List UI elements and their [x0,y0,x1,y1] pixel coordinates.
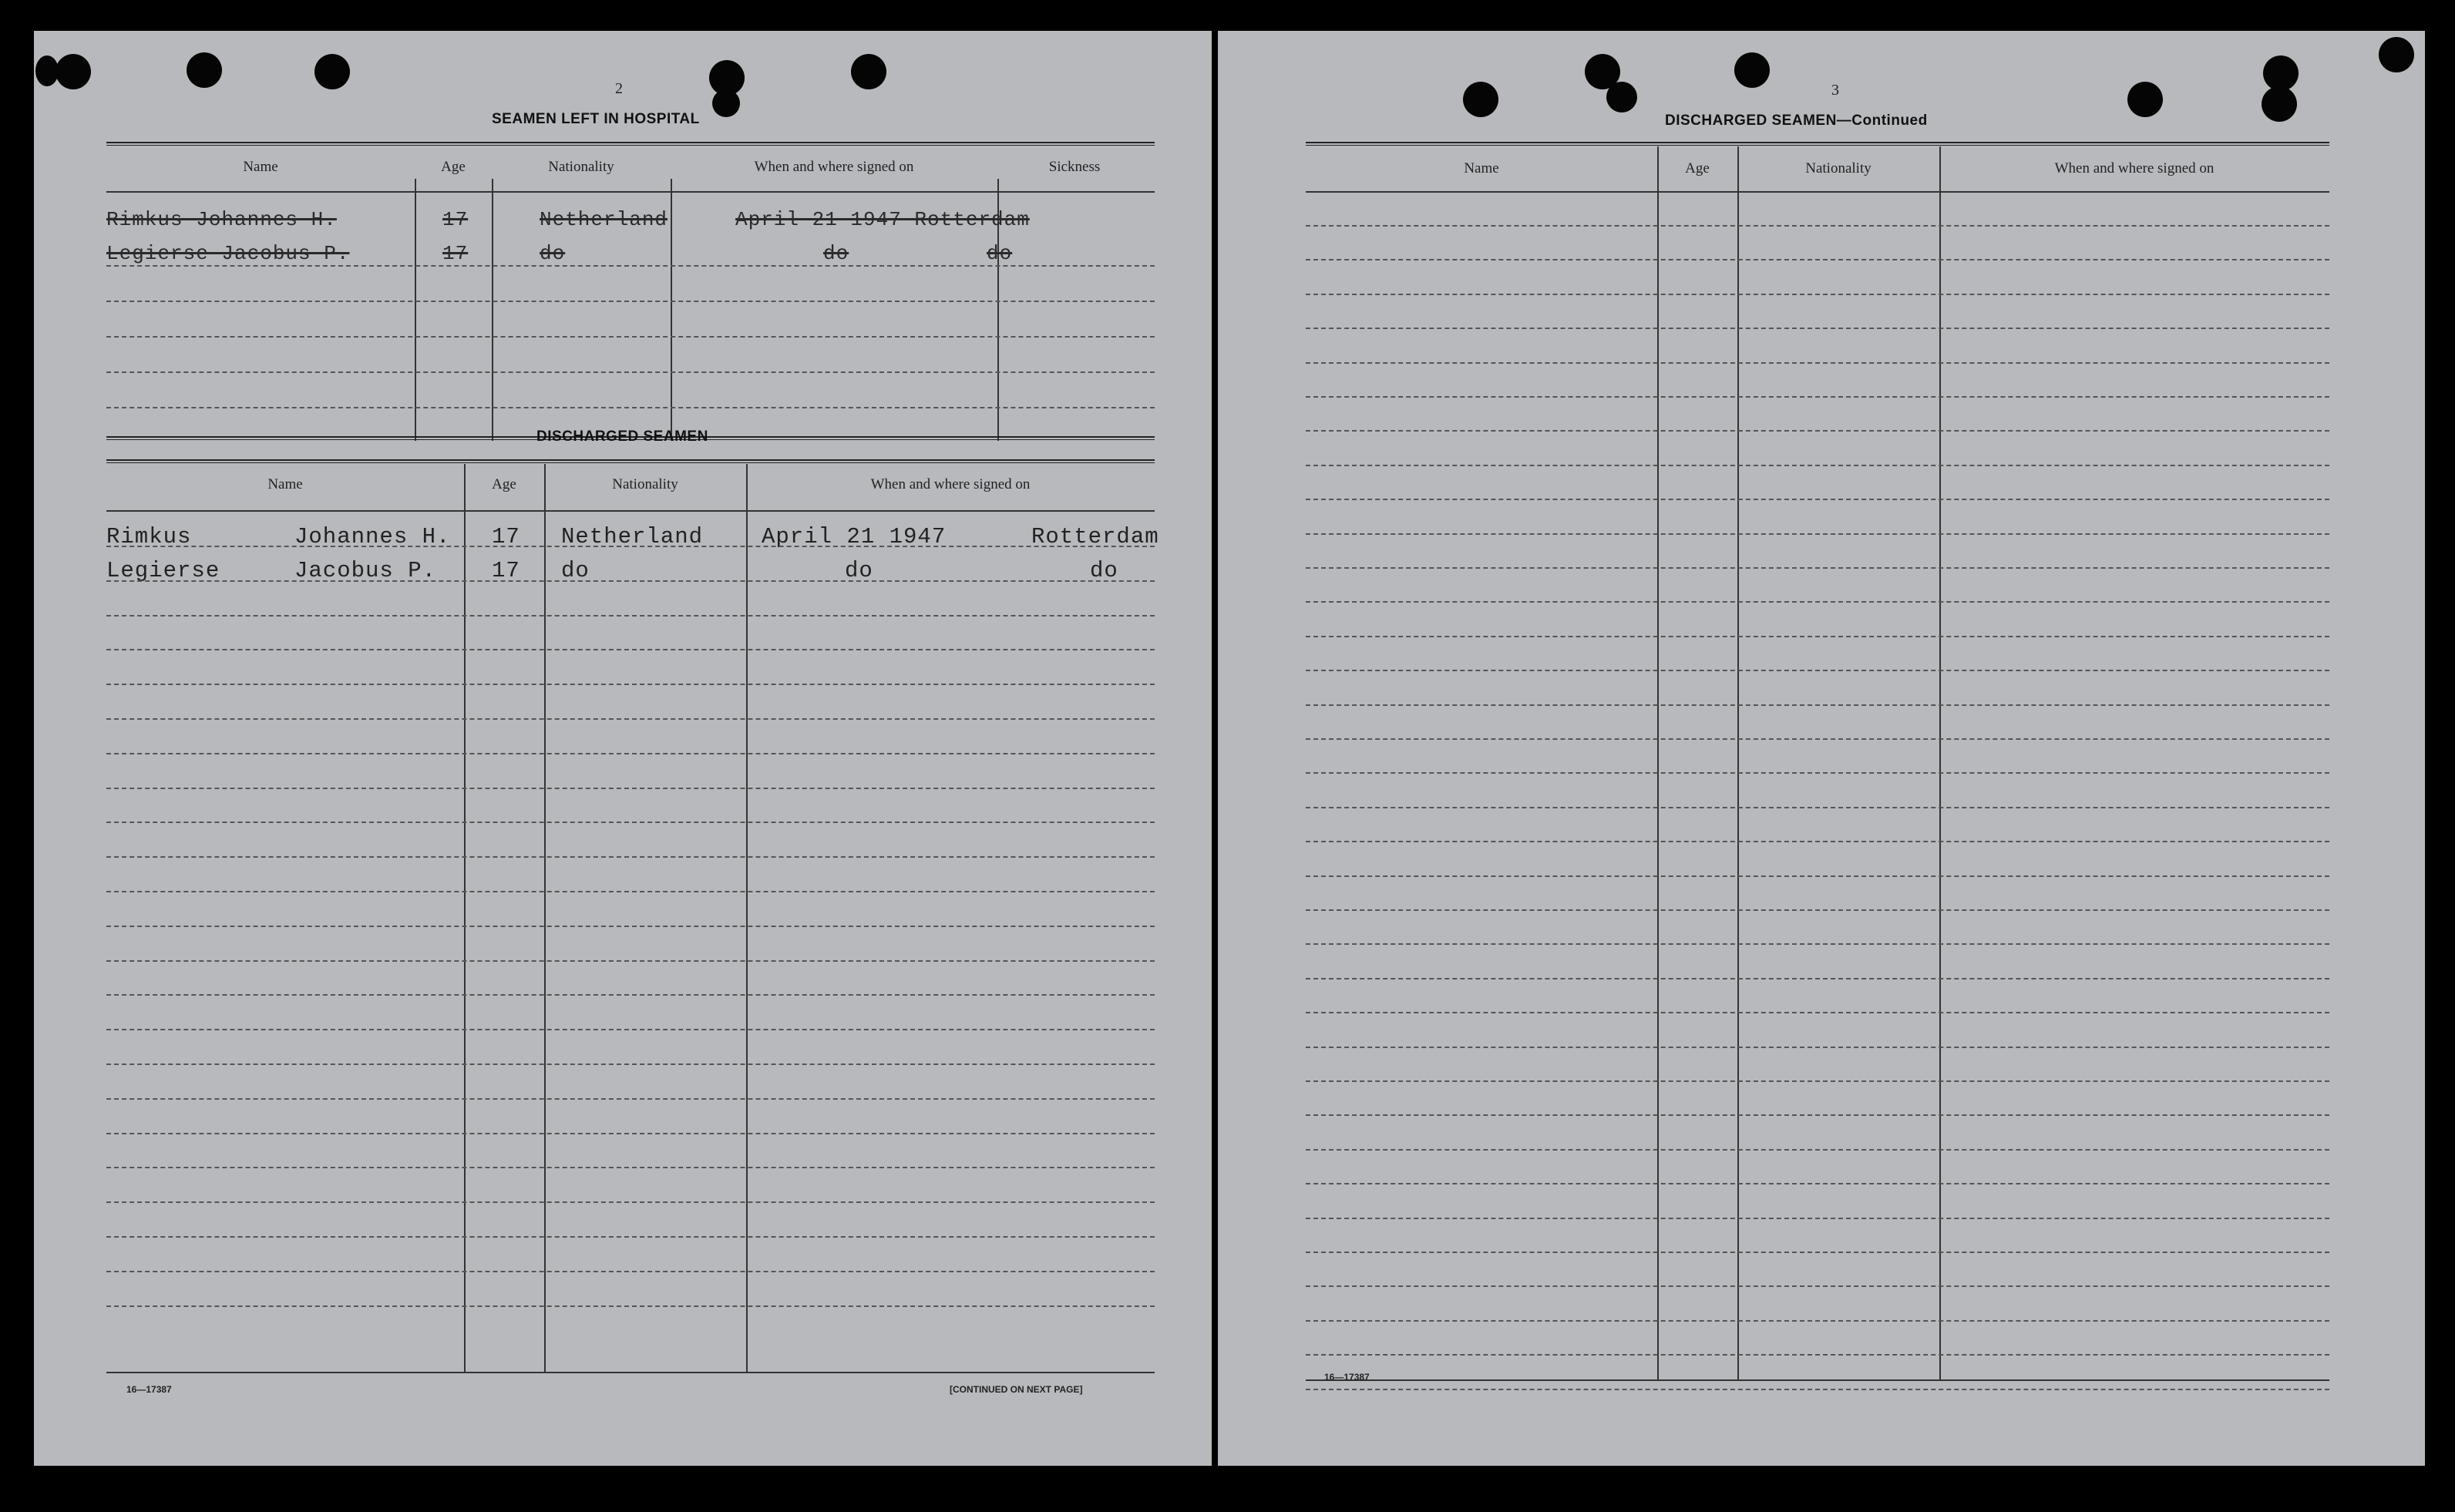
struck-name: Rimkus Johannes H. [106,208,337,231]
blank-row-line [106,580,1155,582]
seaman-surname: Legierse [106,558,220,583]
struck-signed-on-place: do [987,242,1013,265]
hospital-table [106,142,1155,442]
blank-row-line [1306,1285,2329,1287]
seaman-signed-date: April 21 1947 [762,524,947,549]
page-number: 2 [615,80,623,97]
right-page [1218,31,2425,1466]
punch-hole [1606,82,1637,113]
blank-row-line [1306,1354,2329,1356]
column-header-name: Name [1464,160,1499,176]
blank-row-line [1306,772,2329,774]
blank-row-line [1306,430,2329,432]
blank-row-line [106,891,1155,892]
blank-row-line [1306,875,2329,877]
column-header-nationality: Nationality [1805,160,1872,176]
punch-hole [2379,37,2414,72]
blank-row-line [1306,328,2329,329]
struck-nationality: Netherland [540,208,668,231]
blank-row-line [1306,1012,2329,1013]
column-header-age: Age [441,159,466,175]
blank-row-line [1306,259,2329,260]
blank-row-line [106,926,1155,927]
punch-hole [187,52,222,88]
blank-row-line [1306,1252,2329,1253]
discharged-table [106,459,1159,1376]
column-header-nationality: Nationality [548,159,614,175]
blank-row-line [1306,1080,2329,1082]
blank-row-line [106,1201,1155,1203]
column-header-signed-on: When and where signed on [2054,160,2215,176]
blank-row-line [106,1029,1155,1030]
column-header-nationality: Nationality [612,476,678,492]
blank-row-line [1306,909,2329,911]
seaman-nationality: Netherland [561,524,704,549]
blank-row-line [106,1098,1155,1100]
punch-hole [1734,52,1770,88]
struck-name: Legierse Jacobus P. [106,242,350,265]
blank-row-line [1306,738,2329,740]
seaman-given-name: Jacobus P. [294,558,437,583]
column-header-sickness: Sickness [1048,159,1101,175]
blank-row-line [1306,943,2329,945]
blank-row-line [1306,636,2329,637]
blank-row-line [1306,1149,2329,1151]
blank-row-line [1306,294,2329,295]
blank-row-line [106,788,1155,789]
blank-row-line [106,822,1155,823]
column-header-signed-on: When and where signed on [870,476,1031,492]
column-header-signed-on: When and where signed on [754,159,914,175]
blank-row-line [1306,1218,2329,1219]
continued-note: [CONTINUED ON NEXT PAGE] [950,1384,1083,1395]
seaman-signed-place: do [1090,558,1118,583]
punch-hole [851,54,886,89]
seaman-signed-place: Rotterdam [1031,524,1159,549]
left-page [34,31,1212,1466]
column-header-age: Age [492,476,516,492]
blank-row-line [1306,225,2329,227]
punch-hole [2262,86,2297,122]
blank-row-line [1306,704,2329,706]
discharged-continued-table [1306,142,2329,1393]
blank-row-line [1306,670,2329,671]
blank-row-line [106,615,1155,617]
struck-signed-on-date: do [823,242,849,265]
blank-row-line [106,994,1155,996]
section-title-discharged: DISCHARGED SEAMEN [536,428,708,445]
seaman-nationality: do [561,558,590,583]
struck-age: 17 [442,208,469,231]
blank-row-line [106,1236,1155,1238]
struck-signed-on: April 21 1947 Rotterdam [735,208,1030,231]
blank-row-line [106,1063,1155,1065]
seaman-age: 17 [492,524,520,549]
blank-row-line [106,546,1155,547]
section-title-discharged-continued: DISCHARGED SEAMEN—Continued [1665,113,1928,129]
blank-row-line [1306,1389,2329,1390]
blank-row-line [1306,978,2329,979]
seaman-surname: Rimkus [106,524,192,549]
blank-row-line [1306,396,2329,398]
blank-row-line [1306,1047,2329,1048]
blank-row-line [106,1133,1155,1134]
punch-hole [1463,82,1498,117]
column-header-age: Age [1685,160,1710,176]
column-header-name: Name [243,159,278,175]
struck-age: 17 [442,242,469,265]
blank-row-line [106,684,1155,685]
seaman-signed-date: do [845,558,873,583]
blank-row-line [106,649,1155,650]
blank-row-line [1306,601,2329,603]
blank-row-line [1306,567,2329,569]
blank-row-line [1306,1114,2329,1116]
blank-row-line [1306,465,2329,466]
blank-row-line [1306,807,2329,808]
blank-row-line [1306,362,2329,364]
section-title-hospital: SEAMEN LEFT IN HOSPITAL [492,111,700,127]
blank-row-line [106,1305,1155,1307]
seaman-given-name: Johannes H. [294,524,451,549]
blank-row-line [106,1167,1155,1168]
blank-row-line [1306,499,2329,500]
form-number: 16—17387 [126,1384,172,1395]
page-number: 3 [1831,82,1839,99]
form-number: 16—17387 [1324,1372,1370,1383]
blank-row-line [1306,1320,2329,1322]
punch-hole [712,89,740,117]
blank-row-line [1306,533,2329,535]
blank-row-line [106,856,1155,858]
blank-row-line [106,718,1155,720]
punch-hole [55,54,91,89]
punch-hole [2127,82,2163,117]
column-header-name: Name [267,476,303,492]
blank-row-line [106,960,1155,962]
blank-row-line [106,1271,1155,1272]
punch-hole [35,55,59,86]
seaman-age: 17 [492,558,520,583]
struck-nationality: do [540,242,566,265]
punch-hole [314,54,350,89]
blank-row-line [1306,1183,2329,1184]
blank-row-line [1306,841,2329,842]
blank-row-line [106,753,1155,754]
